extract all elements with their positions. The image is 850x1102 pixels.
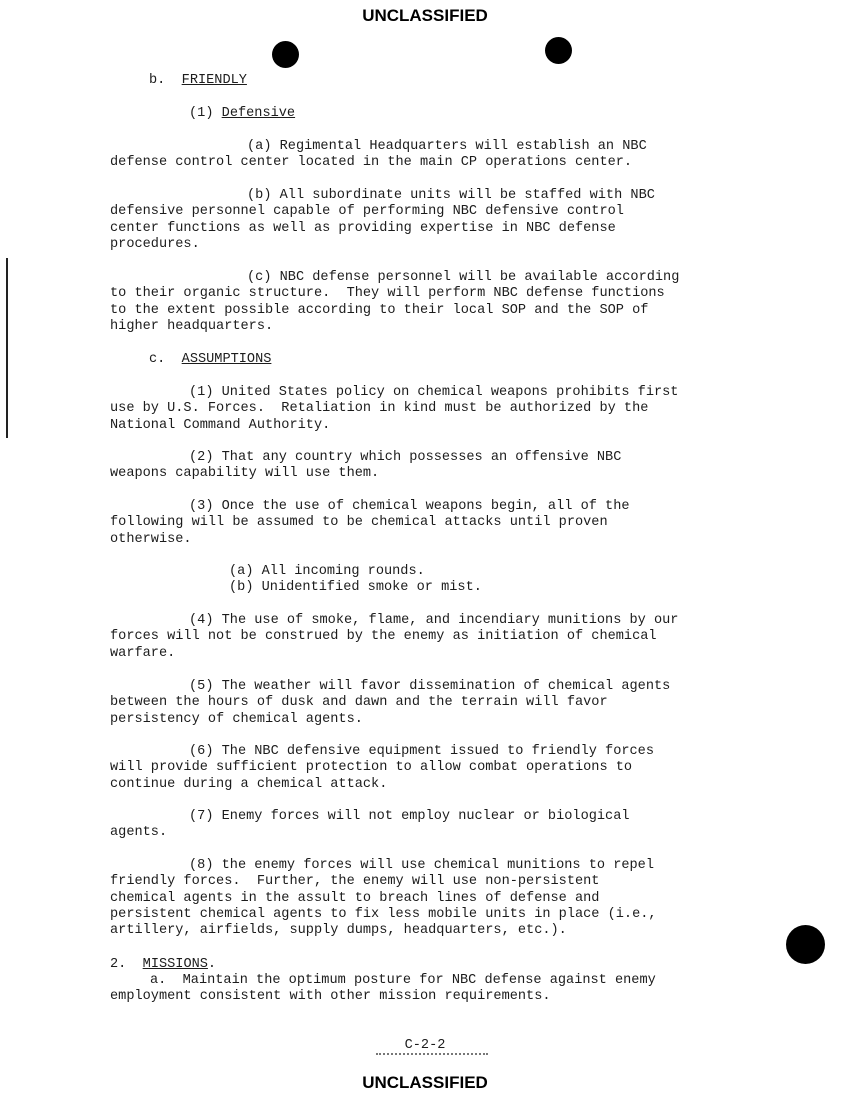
footer-smudge (376, 1053, 488, 1059)
paragraph: (a) Regimental Headquarters will establish an NBC defense control center located in the main CP operations center. (110, 139, 647, 171)
section-label: c. (149, 352, 166, 367)
subsection-defensive-heading (189, 106, 295, 122)
paragraph: (1) United States policy on chemical weapons prohibits first use by U.S. Forces. Retaliation in kind must be authorized by the National Command Authority. (110, 385, 679, 433)
section-title: MISSIONS (142, 957, 208, 972)
paragraph: a. Maintain the optimum posture for NBC defense against enemy employment consistent with other mission requirements. (110, 973, 656, 1005)
section-label: b. (149, 73, 166, 88)
subsection-title: Defensive (221, 106, 296, 121)
classification-banner-bottom: UNCLASSIFIED (362, 1073, 488, 1092)
paragraph: (4) The use of smoke, flame, and incendiary munitions by our forces will not be construed by the enemy as initiation of chemical warfare. (110, 613, 679, 661)
paragraph: (5) The weather will favor dissemination of chemical agents between the hours of dusk and dawn and the terrain will favor persistency of chemical agents. (110, 679, 671, 727)
paragraph: (c) NBC defense personnel will be available according to their organic structure. They will perform NBC defense functions to the extent possible according to their local SOP and the SOP of higher headquarters. (110, 270, 680, 334)
classification-banner-top: UNCLASSIFIED (362, 6, 488, 25)
paragraph: (7) Enemy forces will not employ nuclear or biological agents. (110, 809, 630, 841)
paragraph: (6) The NBC defensive equipment issued to friendly forces will provide sufficient protection to allow combat operations to continue during a chemical attack. (110, 744, 654, 792)
sub-item: (b) Unidentified smoke or mist. (229, 580, 482, 595)
page-number: C-2-2 (404, 1038, 446, 1053)
section-title: ASSUMPTIONS (181, 352, 272, 367)
paragraph: (8) the enemy forces will use chemical munitions to repel friendly forces. Further, the enemy will use non-persistent chemical agents in the assult to breach lines of defense and persistent chemical agents to fix less mobile units in place (i.e., artillery, airfields, supply dumps, headquarters, etc.). (110, 858, 657, 939)
paragraph: (2) That any country which possesses an offensive NBC weapons capability will use them. (110, 450, 622, 482)
section-title: FRIENDLY (181, 73, 247, 88)
section-label: 2. (110, 957, 127, 972)
section-missions-heading: 2. MISSIONS. (110, 957, 217, 972)
sub-item: (a) All incoming rounds. (229, 564, 425, 579)
section-friendly-heading (149, 73, 247, 89)
subsection-label: (1) (189, 106, 214, 121)
paragraph: (3) Once the use of chemical weapons begin, all of the following will be assumed to be chemical attacks until proven otherwise. (110, 499, 630, 547)
paragraph: (b) All subordinate units will be staffed with NBC defensive personnel capable of performing NBC defensive control center functions as well as providing expertise in NBC defense procedures. (110, 188, 655, 252)
section-assumptions-heading (149, 352, 271, 368)
